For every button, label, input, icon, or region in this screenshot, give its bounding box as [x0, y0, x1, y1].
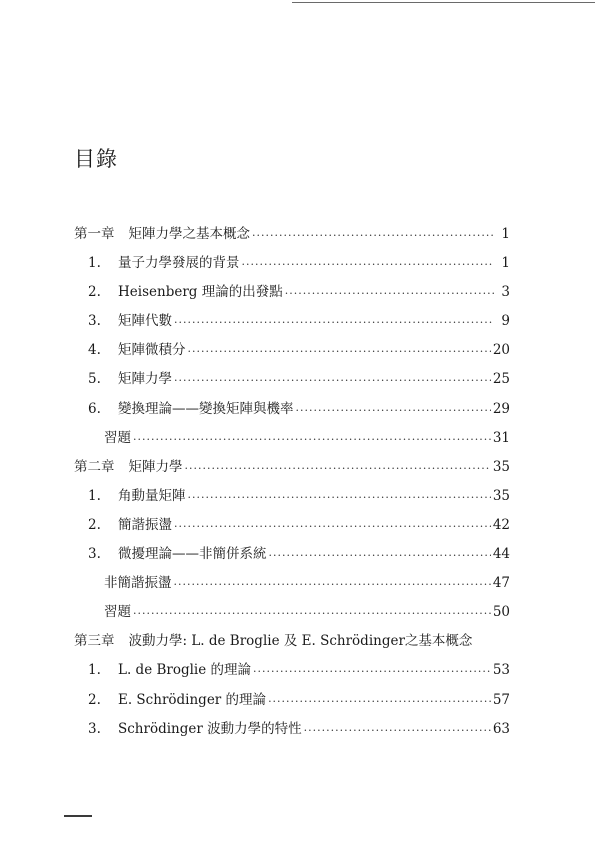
dot-leader	[285, 285, 494, 299]
section-title: 量子力學發展的背景	[118, 255, 240, 272]
page-number: 25	[492, 371, 510, 388]
section-number: 2.	[88, 516, 101, 533]
page-number: 42	[492, 516, 510, 533]
section-number: 3.	[88, 313, 101, 330]
chapter-title: 矩陣力學之基本概念	[128, 226, 250, 242]
section-number: 4.	[88, 342, 101, 359]
toc-section[interactable]	[74, 688, 510, 717]
section-title: 微擾理論——非簡併系統	[118, 546, 267, 563]
toc-section[interactable]	[74, 338, 510, 367]
dot-leader	[252, 227, 494, 241]
toc-subsection[interactable]	[74, 426, 510, 455]
section-number: 1.	[88, 487, 101, 504]
section-title: 變換理論——變換矩陣與機率	[118, 400, 294, 417]
dot-leader	[269, 547, 491, 561]
toc-section[interactable]	[74, 280, 510, 309]
chapter-number: 第三章	[74, 633, 115, 650]
section-title: 簡諧振盪	[118, 516, 172, 533]
page-number: 35	[492, 458, 510, 475]
section-title: L. de Broglie 的理論	[118, 662, 252, 679]
section-number: 5.	[88, 371, 101, 388]
section-title: E. Schrödinger 的理論	[118, 691, 267, 708]
page-number: 3	[501, 284, 510, 301]
section-number: 2.	[88, 284, 101, 301]
section-number: 3.	[88, 720, 101, 737]
section-number: 3.	[88, 546, 101, 563]
dot-leader	[296, 402, 491, 416]
dot-leader	[185, 460, 491, 474]
toc-section[interactable]	[74, 658, 510, 687]
dot-leader	[174, 576, 491, 590]
dot-leader	[253, 663, 491, 677]
chapter-title: 矩陣力學	[128, 458, 183, 475]
toc-title: 目錄	[74, 147, 118, 171]
subsection-title: 習題	[104, 429, 131, 446]
section-number: 1.	[88, 255, 101, 272]
page-number: 44	[492, 546, 510, 563]
dot-leader	[174, 314, 494, 328]
page-number: 53	[492, 662, 510, 679]
toc-section[interactable]	[74, 367, 510, 396]
toc-subsection[interactable]	[74, 571, 510, 600]
section-number: 6.	[88, 400, 101, 417]
page-number: 29	[492, 400, 510, 417]
toc-section[interactable]	[74, 484, 510, 513]
page-number: 63	[492, 720, 510, 737]
dot-leader	[174, 518, 491, 532]
section-title: 矩陣微積分	[118, 342, 186, 359]
toc-section[interactable]	[74, 251, 510, 280]
section-number: 1.	[88, 662, 101, 679]
page-number: 31	[492, 429, 510, 446]
toc-section[interactable]	[74, 309, 510, 338]
page-number: 1	[501, 226, 510, 242]
page-number: 35	[492, 487, 510, 504]
table-of-contents	[74, 222, 510, 746]
toc-section[interactable]	[74, 397, 510, 426]
page-number: 47	[492, 575, 510, 592]
page-number: 57	[492, 691, 510, 708]
section-title: 矩陣代數	[118, 313, 172, 330]
chapter-number: 第二章	[74, 458, 115, 475]
section-title: Heisenberg 理論的出發點	[118, 284, 283, 301]
chapter-title: 波動力學: L. de Broglie 及 E. Schrödinger之基本概念	[128, 633, 473, 650]
chapter-number: 第一章	[74, 226, 115, 242]
section-title: Schrödinger 波動力學的特性	[118, 720, 302, 737]
toc-section[interactable]	[74, 542, 510, 571]
section-title: 角動量矩陣	[118, 487, 186, 504]
page-number: 9	[501, 313, 510, 330]
dot-leader	[188, 343, 491, 357]
dot-leader	[174, 372, 491, 386]
page-number: 1	[501, 255, 510, 272]
dot-leader	[242, 256, 495, 270]
section-number: 2.	[88, 691, 101, 708]
scan-edge-line	[292, 2, 595, 3]
dot-leader	[133, 431, 491, 445]
toc-chapter-2[interactable]	[74, 455, 510, 484]
dot-leader	[304, 722, 491, 736]
dot-leader	[188, 489, 491, 503]
toc-chapter-3[interactable]	[74, 629, 510, 658]
scan-mark	[64, 815, 92, 817]
page-number: 20	[492, 342, 510, 359]
section-title: 矩陣力學	[118, 371, 172, 388]
toc-subsection[interactable]	[74, 600, 510, 629]
dot-leader	[268, 693, 491, 707]
dot-leader	[133, 605, 491, 619]
page-number: 50	[492, 604, 510, 621]
toc-section[interactable]	[74, 717, 510, 746]
toc-chapter-1[interactable]	[74, 222, 510, 251]
subsection-title: 非簡諧振盪	[104, 575, 172, 592]
toc-section[interactable]	[74, 513, 510, 542]
subsection-title: 習題	[104, 604, 131, 621]
